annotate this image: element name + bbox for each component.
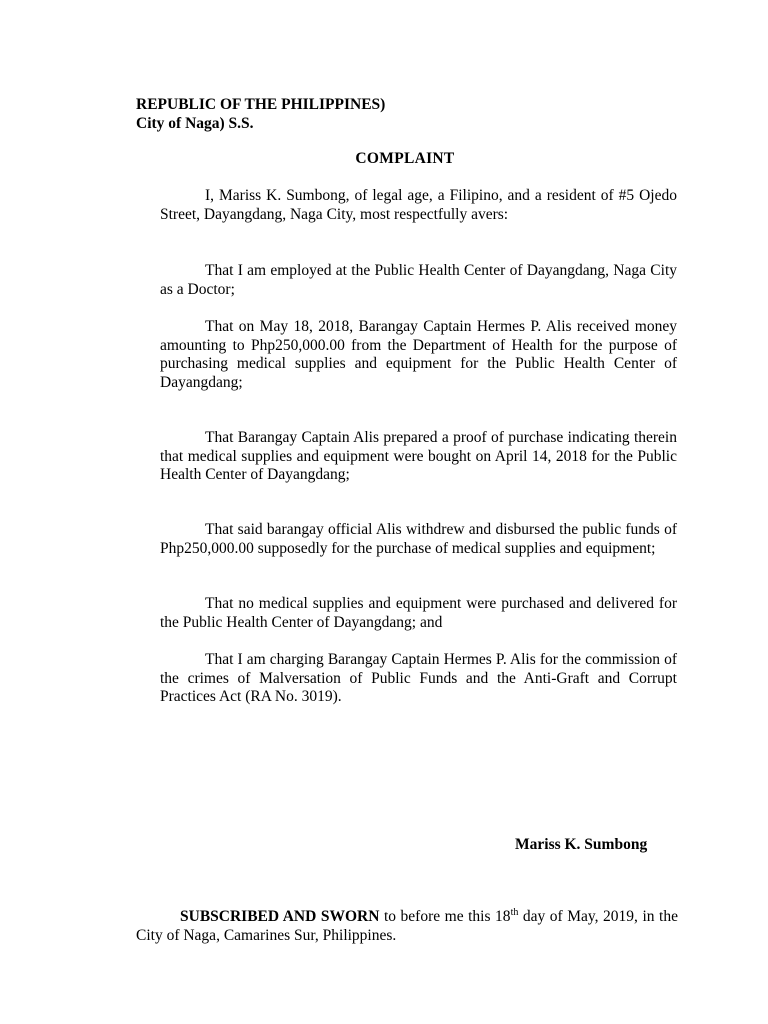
paragraph-charges: That I am charging Barangay Captain Hermes P. Alis for the commission of the crimes of Malversation of Public Funds and the Anti-Graft and Corrupt Practices Act (RA No. 3019). xyxy=(160,651,677,705)
paragraph-receipt-of-funds: That on May 18, 2018, Barangay Captain Hermes P. Alis received money amounting to Php250,000.00 from the Department of Health for the purpose of purchasing medical supplies and equipment for the Public Health Center of Dayangdang; xyxy=(160,318,677,391)
venue-line-republic: REPUBLIC OF THE PHILIPPINES) xyxy=(136,96,386,113)
jurat-text-before-ordinal: to before me this 18 xyxy=(379,908,511,925)
paragraph-proof-of-purchase: That Barangay Captain Alis prepared a proof of purchase indicating therein that medical supplies and equipment were bought on April 14, 2018 for the Public Health Center of Dayangdang; xyxy=(160,429,677,483)
document-title: COMPLAINT xyxy=(355,150,455,167)
venue-line-city: City of Naga) S.S. xyxy=(136,115,254,132)
paragraph-no-delivery: That no medical supplies and equipment were purchased and delivered for the Public Health Center of Dayangdang; and xyxy=(160,595,677,631)
jurat-ordinal-suffix: th xyxy=(510,907,519,918)
jurat-text-after-ordinal: day of May, 2019, in the City of Naga, Camarines Sur, Philippines. xyxy=(136,908,678,944)
jurat-lead: SUBSCRIBED AND SWORN xyxy=(180,908,380,925)
paragraph-employment: That I am employed at the Public Health Center of Dayangdang, Naga City as a Doctor; xyxy=(160,262,677,298)
signatory-name: Mariss K. Sumbong xyxy=(515,836,648,853)
paragraph-affiant-intro: I, Mariss K. Sumbong, of legal age, a Filipino, and a resident of #5 Ojedo Street, Dayangdang, Naga City, most respectfully avers: xyxy=(160,187,677,223)
paragraph-withdrawal: That said barangay official Alis withdrew and disbursed the public funds of Php250,000.00 supposedly for the purchase of medical supplies and equipment; xyxy=(160,521,677,557)
jurat-paragraph xyxy=(136,908,678,945)
